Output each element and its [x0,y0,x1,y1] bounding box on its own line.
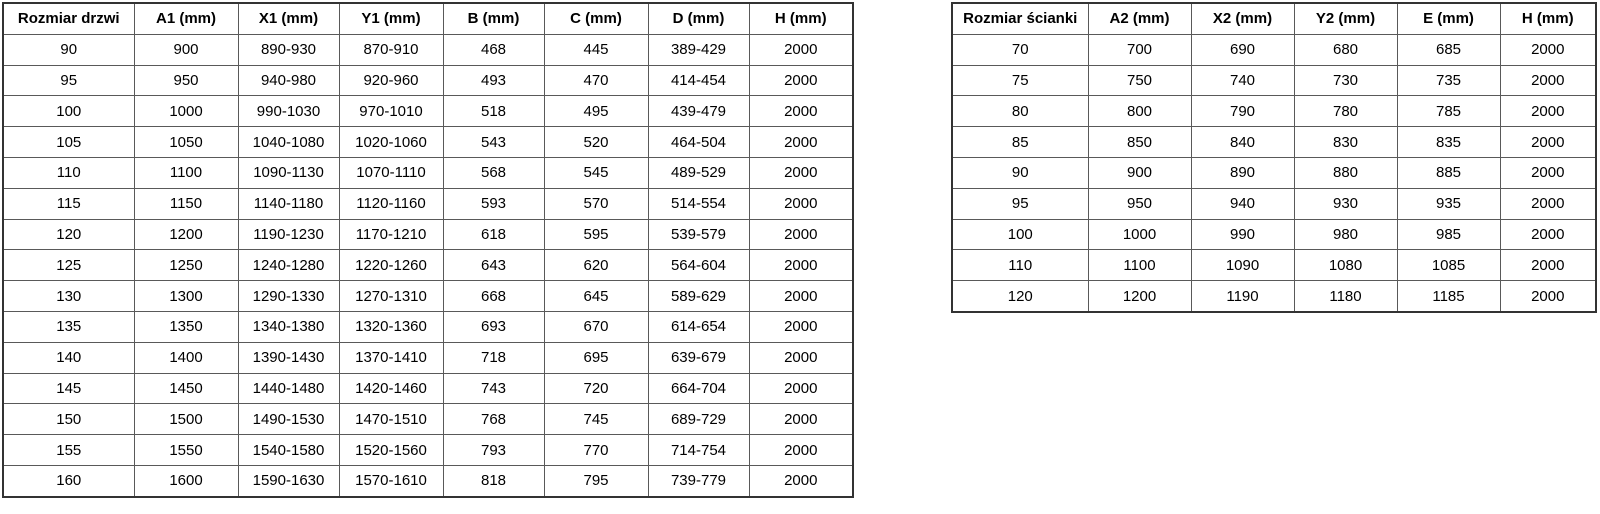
table-cell: 1090 [1191,250,1294,281]
table-cell: 2000 [749,96,853,127]
table-cell: 670 [544,311,648,342]
column-header: H (mm) [749,3,853,34]
table-cell: 1085 [1397,250,1500,281]
table-cell: 689-729 [648,404,749,435]
table-cell: 1590-1630 [238,465,339,496]
table-cell: 890 [1191,157,1294,188]
table-cell: 140 [3,342,134,373]
table-cell: 589-629 [648,281,749,312]
table-cell: 618 [443,219,544,250]
table-cell: 100 [952,219,1088,250]
table-cell: 639-679 [648,342,749,373]
wall-table-body [952,34,1596,312]
table-row [3,281,853,312]
table-cell: 643 [443,250,544,281]
table-cell: 90 [3,34,134,65]
table-cell: 645 [544,281,648,312]
table-cell: 718 [443,342,544,373]
table-cell: 120 [952,281,1088,312]
table-cell: 145 [3,373,134,404]
table-cell: 900 [134,34,238,65]
table-cell: 115 [3,188,134,219]
table-cell: 695 [544,342,648,373]
column-header: X2 (mm) [1191,3,1294,34]
table-row [3,219,853,250]
table-cell: 1490-1530 [238,404,339,435]
wall-panel-size-table [951,2,1597,313]
table-cell: 1500 [134,404,238,435]
table-cell: 730 [1294,65,1397,96]
table-cell: 595 [544,219,648,250]
table-cell: 75 [952,65,1088,96]
table-cell: 468 [443,34,544,65]
table-cell: 1250 [134,250,238,281]
table-row [3,188,853,219]
table-cell: 2000 [749,127,853,158]
table-cell: 2000 [749,373,853,404]
table-cell: 2000 [1500,127,1596,158]
table-cell: 1400 [134,342,238,373]
table-cell: 1470-1510 [339,404,443,435]
table-cell: 850 [1088,127,1191,158]
table-cell: 739-779 [648,465,749,496]
table-cell: 714-754 [648,435,749,466]
table-cell: 768 [443,404,544,435]
table-row [952,219,1596,250]
table-cell: 830 [1294,127,1397,158]
table-cell: 840 [1191,127,1294,158]
table-cell: 1170-1210 [339,219,443,250]
table-cell: 885 [1397,157,1500,188]
table-cell: 743 [443,373,544,404]
table-row [952,157,1596,188]
column-header: D (mm) [648,3,749,34]
table-cell: 930 [1294,188,1397,219]
column-header: A1 (mm) [134,3,238,34]
table-cell: 1190 [1191,281,1294,312]
table-cell: 1320-1360 [339,311,443,342]
table-cell: 1000 [1088,219,1191,250]
table-cell: 1600 [134,465,238,496]
table-row [952,65,1596,96]
table-row [952,281,1596,312]
table-cell: 620 [544,250,648,281]
column-header: E (mm) [1397,3,1500,34]
table-cell: 1240-1280 [238,250,339,281]
table-cell: 1040-1080 [238,127,339,158]
table-cell: 880 [1294,157,1397,188]
table-cell: 543 [443,127,544,158]
table-cell: 470 [544,65,648,96]
table-cell: 1100 [134,157,238,188]
table-cell: 1220-1260 [339,250,443,281]
table-cell: 95 [3,65,134,96]
table-cell: 150 [3,404,134,435]
table-cell: 110 [3,157,134,188]
table-cell: 720 [544,373,648,404]
table-cell: 990 [1191,219,1294,250]
table-cell: 1200 [1088,281,1191,312]
table-cell: 970-1010 [339,96,443,127]
table-cell: 414-454 [648,65,749,96]
column-header: X1 (mm) [238,3,339,34]
column-header: A2 (mm) [1088,3,1191,34]
table-cell: 745 [544,404,648,435]
table-row [952,188,1596,219]
table-cell: 100 [3,96,134,127]
table-cell: 520 [544,127,648,158]
table-cell: 545 [544,157,648,188]
table-cell: 950 [1088,188,1191,219]
table-cell: 495 [544,96,648,127]
table-cell: 2000 [749,219,853,250]
table-cell: 940-980 [238,65,339,96]
table-cell: 2000 [1500,188,1596,219]
column-header: B (mm) [443,3,544,34]
table-cell: 890-930 [238,34,339,65]
table-cell: 1150 [134,188,238,219]
table-cell: 135 [3,311,134,342]
table-cell: 2000 [1500,157,1596,188]
table-row [3,373,853,404]
table-cell: 1420-1460 [339,373,443,404]
table-cell: 693 [443,311,544,342]
table-cell: 90 [952,157,1088,188]
table-cell: 680 [1294,34,1397,65]
table-cell: 125 [3,250,134,281]
table-cell: 785 [1397,96,1500,127]
table-cell: 1300 [134,281,238,312]
table-cell: 493 [443,65,544,96]
table-cell: 95 [952,188,1088,219]
table-cell: 2000 [749,311,853,342]
table-cell: 1090-1130 [238,157,339,188]
table-cell: 445 [544,34,648,65]
table-cell: 2000 [749,465,853,496]
table-cell: 160 [3,465,134,496]
table-cell: 1450 [134,373,238,404]
table-cell: 2000 [749,34,853,65]
table-cell: 2000 [1500,96,1596,127]
table-cell: 614-654 [648,311,749,342]
table-row [3,404,853,435]
table-cell: 795 [544,465,648,496]
table-row [3,65,853,96]
table-cell: 2000 [749,435,853,466]
table-row [3,250,853,281]
table-cell: 593 [443,188,544,219]
table-cell: 1340-1380 [238,311,339,342]
table-cell: 1270-1310 [339,281,443,312]
table-row [3,96,853,127]
table-cell: 780 [1294,96,1397,127]
column-header: H (mm) [1500,3,1596,34]
table-cell: 464-504 [648,127,749,158]
table-cell: 1520-1560 [339,435,443,466]
header-row [3,3,853,34]
door-size-table [2,2,854,498]
table-cell: 1550 [134,435,238,466]
table-cell: 700 [1088,34,1191,65]
table-cell: 870-910 [339,34,443,65]
table-cell: 1070-1110 [339,157,443,188]
table-cell: 1140-1180 [238,188,339,219]
table-cell: 835 [1397,127,1500,158]
table-cell: 980 [1294,219,1397,250]
table-row [3,157,853,188]
table-cell: 940 [1191,188,1294,219]
table-cell: 70 [952,34,1088,65]
table-cell: 1540-1580 [238,435,339,466]
table-cell: 1190-1230 [238,219,339,250]
table-cell: 935 [1397,188,1500,219]
table-cell: 690 [1191,34,1294,65]
table-cell: 1120-1160 [339,188,443,219]
column-header: Y2 (mm) [1294,3,1397,34]
table-cell: 1200 [134,219,238,250]
table-cell: 920-960 [339,65,443,96]
table-cell: 793 [443,435,544,466]
table-cell: 568 [443,157,544,188]
table-cell: 800 [1088,96,1191,127]
table-cell: 155 [3,435,134,466]
table-cell: 1050 [134,127,238,158]
table-cell: 2000 [1500,250,1596,281]
table-cell: 2000 [749,157,853,188]
table-cell: 790 [1191,96,1294,127]
table-row [3,311,853,342]
table-row [3,435,853,466]
table-cell: 1370-1410 [339,342,443,373]
table-cell: 105 [3,127,134,158]
table-row [3,34,853,65]
table-cell: 2000 [749,404,853,435]
table-cell: 570 [544,188,648,219]
table-cell: 1020-1060 [339,127,443,158]
table-cell: 1350 [134,311,238,342]
table-cell: 668 [443,281,544,312]
table-cell: 685 [1397,34,1500,65]
table-cell: 770 [544,435,648,466]
door-table-body [3,34,853,496]
table-cell: 2000 [749,250,853,281]
table-cell: 740 [1191,65,1294,96]
table-cell: 664-704 [648,373,749,404]
table-cell: 564-604 [648,250,749,281]
table-cell: 120 [3,219,134,250]
table-cell: 2000 [749,342,853,373]
table-row [3,342,853,373]
wall-table-header [952,3,1596,34]
table-cell: 1180 [1294,281,1397,312]
table-cell: 518 [443,96,544,127]
table-cell: 1390-1430 [238,342,339,373]
table-cell: 1185 [1397,281,1500,312]
column-header: Rozmiar ścianki [952,3,1088,34]
table-cell: 80 [952,96,1088,127]
column-header: Y1 (mm) [339,3,443,34]
table-cell: 2000 [749,188,853,219]
column-header: Rozmiar drzwi [3,3,134,34]
table-cell: 489-529 [648,157,749,188]
table-cell: 818 [443,465,544,496]
table-cell: 950 [134,65,238,96]
table-cell: 735 [1397,65,1500,96]
table-cell: 130 [3,281,134,312]
table-cell: 2000 [1500,65,1596,96]
table-cell: 1570-1610 [339,465,443,496]
table-cell: 1080 [1294,250,1397,281]
table-cell: 389-429 [648,34,749,65]
column-header: C (mm) [544,3,648,34]
table-row [952,96,1596,127]
table-row [952,34,1596,65]
table-cell: 110 [952,250,1088,281]
table-cell: 2000 [1500,281,1596,312]
table-cell: 539-579 [648,219,749,250]
table-row [3,465,853,496]
table-cell: 439-479 [648,96,749,127]
table-row [952,250,1596,281]
table-cell: 1440-1480 [238,373,339,404]
table-cell: 2000 [749,65,853,96]
table-cell: 1000 [134,96,238,127]
table-row [952,127,1596,158]
table-cell: 750 [1088,65,1191,96]
door-table-header [3,3,853,34]
header-row [952,3,1596,34]
table-cell: 1290-1330 [238,281,339,312]
table-cell: 1100 [1088,250,1191,281]
table-cell: 85 [952,127,1088,158]
table-cell: 900 [1088,157,1191,188]
table-cell: 985 [1397,219,1500,250]
table-row [3,127,853,158]
table-cell: 990-1030 [238,96,339,127]
table-cell: 2000 [1500,219,1596,250]
table-cell: 2000 [749,281,853,312]
table-cell: 2000 [1500,34,1596,65]
table-cell: 514-554 [648,188,749,219]
